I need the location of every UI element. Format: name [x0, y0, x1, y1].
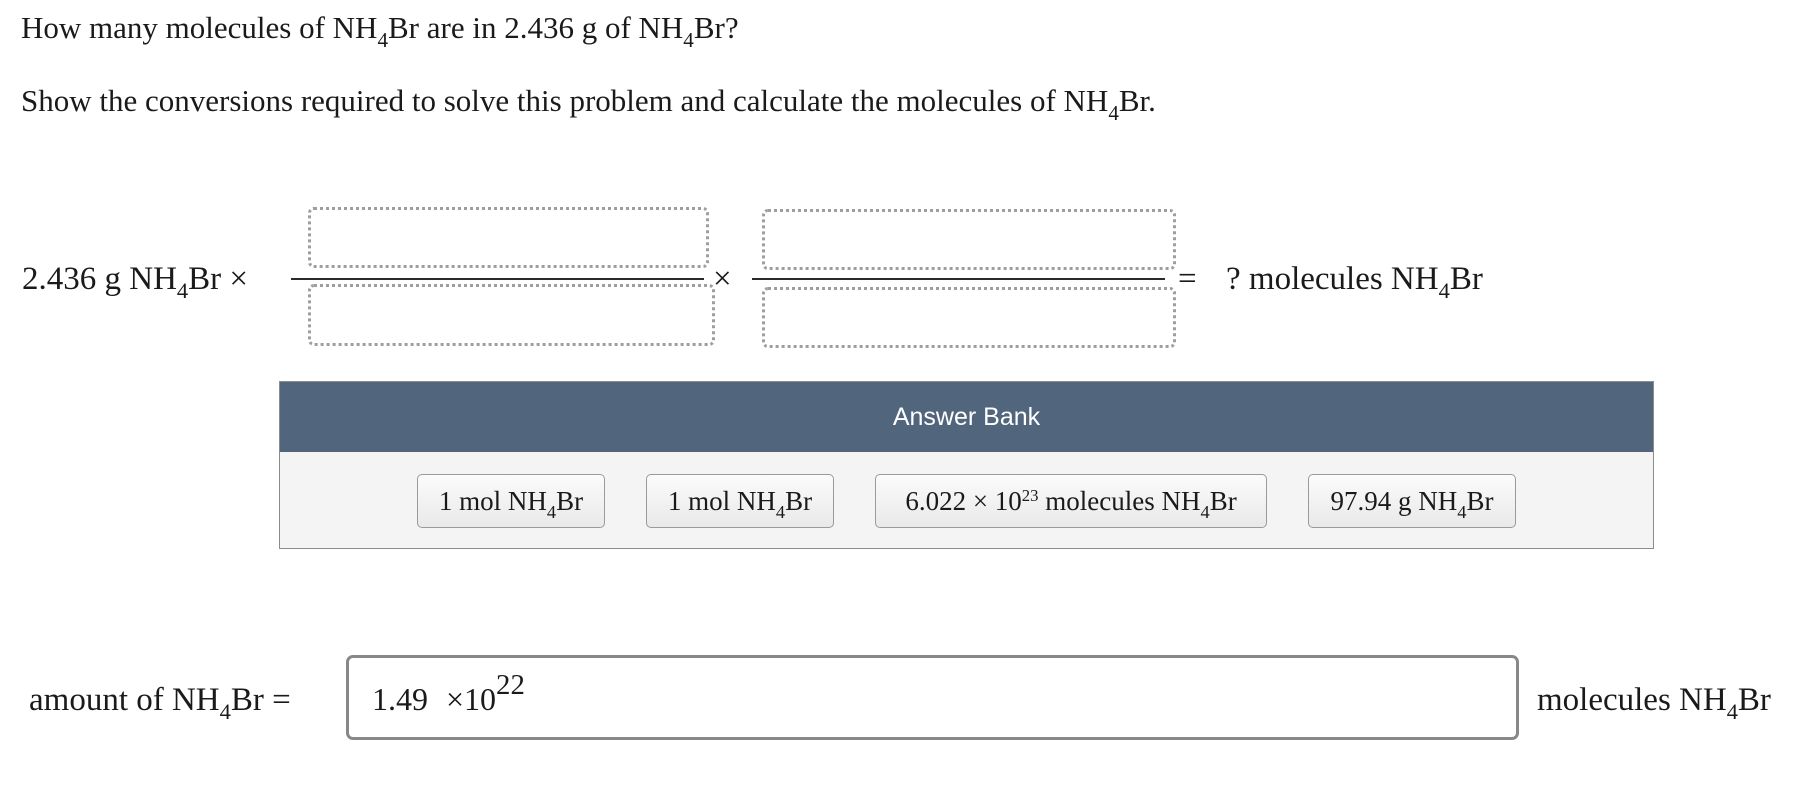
- subscript: 4: [683, 27, 694, 52]
- exponent: 22: [496, 669, 525, 702]
- chip-text: 97.94 g NH: [1330, 486, 1458, 516]
- mantissa: 1.49: [372, 681, 428, 717]
- instruction-text: Show the conversions required to solve this problem and calculate the molecules of NH: [21, 83, 1109, 118]
- equation-start: [22, 259, 249, 304]
- label-text: Br =: [230, 682, 291, 718]
- label-text: amount of NH: [29, 682, 220, 718]
- question-line-2: [21, 83, 1156, 125]
- question-text: Br are in 2.436 g of NH: [387, 10, 684, 45]
- times-ten: ×10: [446, 681, 497, 717]
- amount-unit: [1537, 680, 1771, 725]
- denominator-drop-zone-2[interactable]: [762, 287, 1176, 348]
- amount-input[interactable]: [346, 655, 1519, 740]
- answer-chip-molar-mass[interactable]: [1308, 474, 1516, 528]
- chip-text: Br: [785, 486, 813, 516]
- subscript: 4: [377, 27, 388, 52]
- subscript: 4: [1726, 699, 1738, 725]
- answer-bank: [279, 381, 1654, 549]
- equation-text: ? molecules NH: [1226, 261, 1439, 297]
- numerator-drop-zone-1[interactable]: [308, 207, 709, 268]
- equation-result: [1226, 259, 1483, 304]
- subscript: 4: [1457, 501, 1467, 522]
- fraction-bar-2: [752, 278, 1165, 280]
- question-text: How many molecules of NH: [21, 10, 378, 45]
- instruction-text: Br.: [1118, 83, 1156, 118]
- subscript: 4: [219, 699, 231, 725]
- chip-text: Br: [556, 486, 584, 516]
- chip-text: 1 mol NH: [667, 486, 776, 516]
- amount-label: [29, 680, 291, 725]
- answer-chip-1-mol-nh4br-2[interactable]: [646, 474, 834, 528]
- equals-sign: =: [1178, 261, 1197, 297]
- question-text: Br?: [693, 10, 739, 45]
- answer-chip-avogadro-molecules[interactable]: [875, 474, 1267, 528]
- answer-chip-1-mol-nh4br[interactable]: [417, 474, 605, 528]
- question-line-1: [21, 10, 739, 52]
- subscript: 4: [775, 501, 786, 522]
- subscript: 4: [176, 278, 189, 304]
- fraction-bar-1: [291, 278, 704, 280]
- denominator-drop-zone-1[interactable]: [308, 284, 715, 346]
- chip-text: 1 mol NH: [438, 486, 547, 516]
- answer-bank-title: Answer Bank: [280, 382, 1653, 452]
- chip-text: Br: [1209, 486, 1237, 516]
- equation-text: Br: [1449, 261, 1483, 297]
- unit-text: Br: [1737, 682, 1771, 718]
- times-sign: ×: [713, 261, 732, 297]
- equation-text: 2.436 g NH: [22, 261, 177, 297]
- chip-text: Br: [1466, 486, 1494, 516]
- unit-text: molecules NH: [1537, 682, 1727, 718]
- superscript: 23: [1021, 485, 1039, 505]
- subscript: 4: [546, 501, 557, 522]
- subscript: 4: [1200, 501, 1210, 522]
- numerator-drop-zone-2[interactable]: [762, 209, 1176, 270]
- subscript: 4: [1438, 278, 1450, 304]
- subscript: 4: [1108, 100, 1119, 125]
- amount-value: [372, 669, 525, 718]
- chip-text: molecules NH: [1038, 486, 1201, 516]
- equation-text: Br ×: [188, 261, 249, 297]
- chip-text: 6.022 × 10: [905, 486, 1022, 516]
